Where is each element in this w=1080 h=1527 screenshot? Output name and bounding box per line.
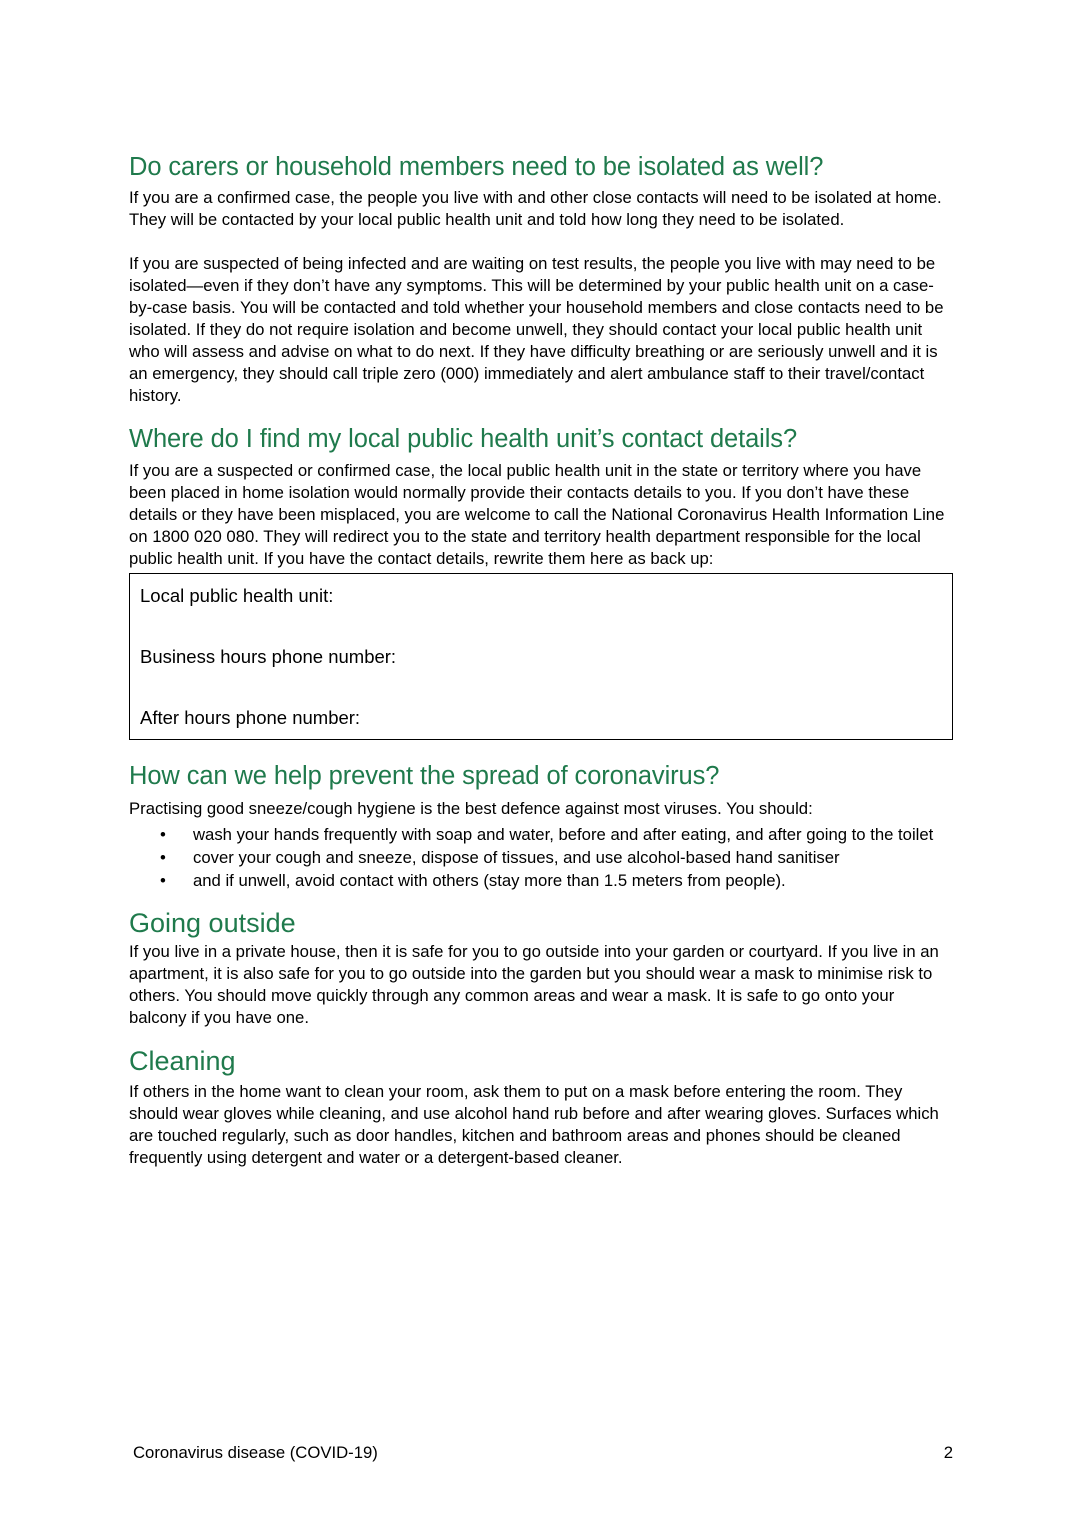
paragraph-suspected-case: If you are suspected of being infected and are waiting on test results, the people you live with may need to be isolated—even if they don’t have any symptoms. This will be determined by your public health unit on a case-by-case basis. You will be contacted and told whether your household members and close contacts need to be isolated. If they do not require isolation and become unwell, they should contact your local public health unit who will assess and advise on what to do next. If they have difficulty breathing or are seriously unwell and it is an emergency, they should call triple zero (000) immediately and alert ambulance staff to their travel/contact history. [129, 253, 944, 405]
heading-going-outside: Going outside [129, 907, 296, 938]
list-item-text: and if unwell, avoid contact with others (stay more than 1.5 meters from people). [193, 870, 786, 890]
list-item-text: cover your cough and sneeze, dispose of tissues, and use alcohol-based hand sanitiser [193, 847, 840, 867]
paragraph-cleaning: If others in the home want to clean your room, ask them to put on a mask before entering the room. They should wear gloves while cleaning, and use alcohol hand rub before and after wearing gloves. Surfaces which are touched regularly, such as door handles, kitchen and bathroom areas and phones should be cleaned frequently using detergent and water or a detergent-based cleaner. [129, 1081, 939, 1167]
paragraph-contact-details: If you are a suspected or confirmed case, the local public health unit in the state or territory where you have been placed in home isolation would normally provide their contacts details to you. If you don’t have these details or they have been misplaced, you are welcome to call the National Coronavirus Health Information Line on 1800 020 080. They will redirect you to the state and territory health department responsible for the local public health unit. If you have the contact details, rewrite them here as back up: [129, 461, 945, 569]
paragraph-hygiene-intro: Practising good sneeze/cough hygiene is the best defence against most viruses. You should: [129, 798, 813, 818]
list-item [129, 824, 953, 846]
bullet-icon: • [160, 847, 166, 867]
heading-prevent-spread: How can we help prevent the spread of coronavirus? [129, 762, 720, 791]
heading-carers-isolation: Do carers or household members need to be isolated as well? [129, 153, 824, 181]
page-number: 2 [943, 1443, 953, 1462]
business-hours-label: Business hours phone number: [140, 646, 397, 668]
contact-details-box [129, 573, 953, 740]
bullet-icon: • [160, 870, 166, 890]
local-unit-label: Local public health unit: [140, 585, 334, 607]
list-item [129, 847, 953, 869]
hygiene-bullet-list [129, 824, 953, 892]
list-item-text: wash your hands frequently with soap and water, before and after eating, and after going to the toilet [193, 824, 934, 844]
paragraph-confirmed-case: If you are a confirmed case, the people you live with and other close contacts will need to be isolated at home. They will be contacted by your local public health unit and told how long they need to be isolated. [129, 187, 942, 229]
heading-contact-details: Where do I find my local public health unit’s contact details? [129, 424, 798, 453]
bullet-icon: • [160, 824, 166, 844]
list-item [129, 870, 953, 892]
heading-cleaning: Cleaning [129, 1046, 236, 1077]
footer-title: Coronavirus disease (COVID-19) [133, 1443, 378, 1462]
paragraph-going-outside: If you live in a private house, then it is safe for you to go outside into your garden or courtyard. If you live in an apartment, it is also safe for you to go outside into the garden but you should wear a mask to minimise risk to others. You should move quickly through any common areas and wear a mask. It is safe to go onto your balcony if you have one. [129, 942, 939, 1028]
document-page [129, 152, 953, 1169]
after-hours-label: After hours phone number: [140, 707, 361, 729]
